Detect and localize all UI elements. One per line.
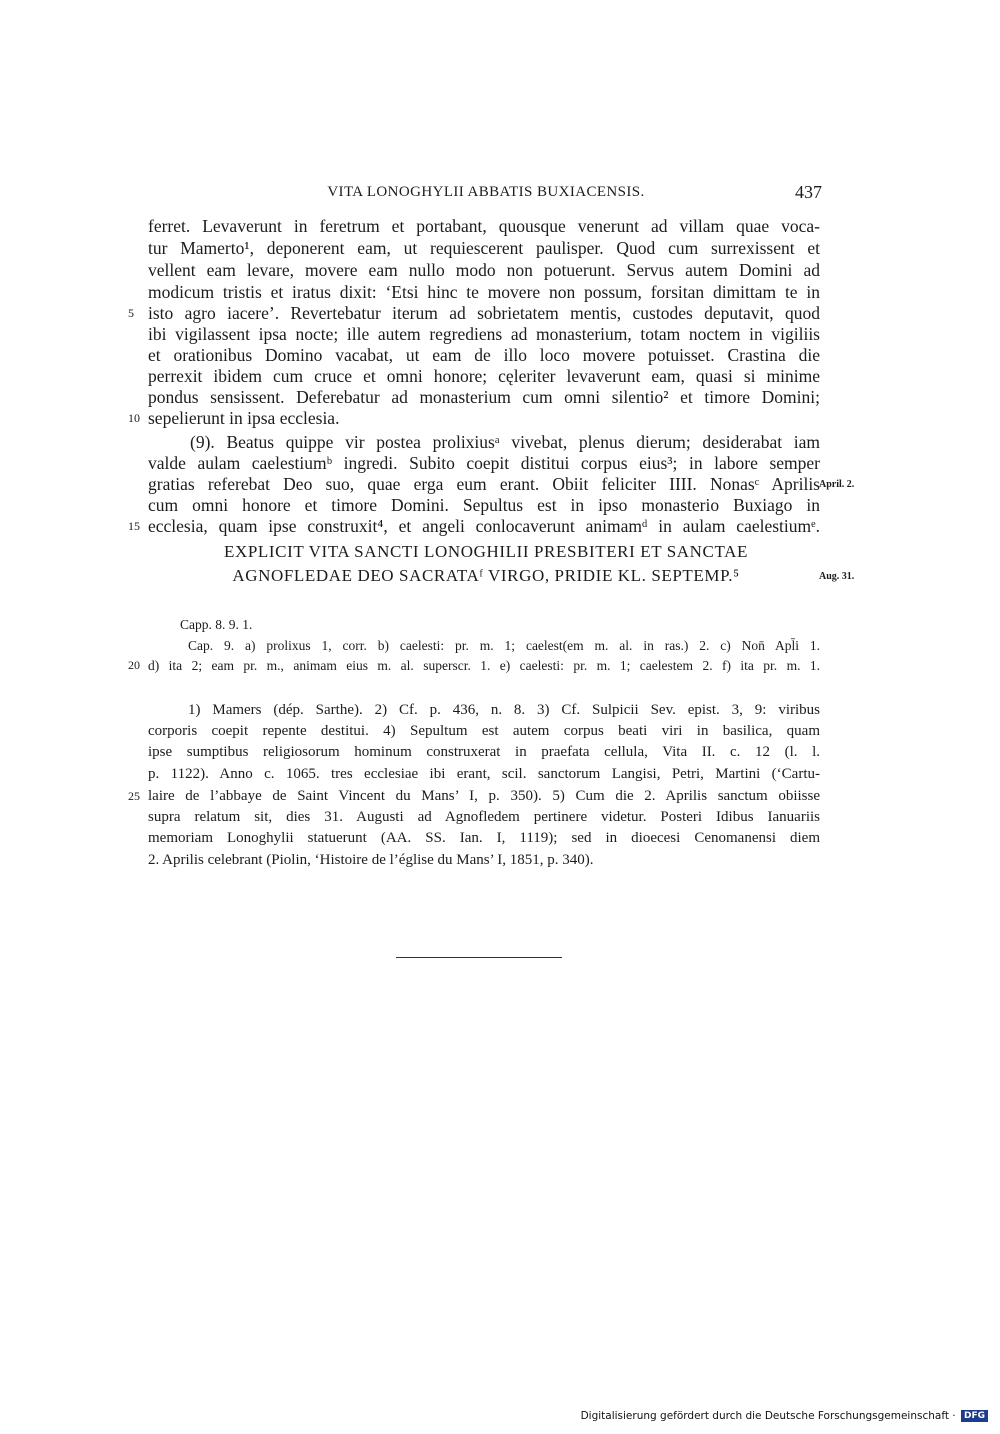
digitization-footer — [581, 1410, 988, 1422]
text-line: tur Mamerto¹, deponerent eam, ut requiescerent paulisper. Quod cum surrexissent et — [148, 238, 820, 258]
text-line: cum omni honore et timore Domini. Sepultus est in ipso monasterio Buxiago in — [148, 495, 820, 515]
footnote-line: 2. Aprilis celebrant (Piolin, ‘Histoire de l’église du Mans’ I, 1851, p. 340). — [148, 852, 594, 868]
text-line: gratias referebat Deo suo, quae erga eum erant. Obiit feliciter IIII. Nonasᶜ Aprilis — [148, 474, 820, 494]
footnote-line: ipse sumptibus religiosorum hominum construxerat in praefata cellula, Vita II. c. 12 (l. l. — [148, 744, 820, 760]
text-line: valde aulam caelestiumᵇ ingredi. Subito coepit distitui corpus eius³; in labore semper — [148, 453, 820, 473]
text-line: isto agro iacere’. Revertebatur iterum ad sobrietatem mentis, custodes deputavit, quod — [148, 303, 820, 323]
line-number: 10 — [128, 411, 140, 425]
line-number: 15 — [128, 519, 140, 533]
text-line: et orationibus Domino vacabat, ut eam de illo loco movere potuisset. Crastina die — [148, 345, 820, 365]
line-number: 5 — [128, 306, 134, 320]
text-line: perrexit ibidem cum cruce et omni honore; cęleriter levaverunt eam, quasi si minime — [148, 366, 820, 386]
page-header — [150, 182, 822, 206]
line-number: 20 — [128, 658, 140, 672]
margin-date-note: Aug. 31. — [819, 571, 855, 582]
footnote-line: supra relatum sit, dies 31. Augusti ad Agnofledem pertinere videtur. Posteri Idibus Ianuariis — [148, 809, 820, 825]
variant-line: d) ita 2; eam pr. m., animam eius m. al. superscr. 1. e) caelesti: pr. m. 1; caelestem 2. f) ita pr. m. 1. — [148, 658, 820, 673]
footnote-line: p. 1122). Anno c. 1065. tres ecclesiae ibi erant, scil. sanctorum Langisi, Petri, Martini (‘Cartu- — [148, 766, 820, 782]
text-line: ferret. Levaverunt in feretrum et portabant, quousque venerunt ad villam quae voca- — [148, 216, 820, 236]
running-title: VITA LONOGHYLII ABBATIS BUXIACENSIS. — [327, 184, 645, 200]
page-number: 437 — [795, 182, 822, 202]
dfg-logo: DFG — [961, 1410, 988, 1422]
end-rule — [396, 957, 562, 958]
variant-line: Capp. 8. 9. 1. — [180, 617, 253, 632]
text-line: ecclesia, quam ipse construxit⁴, et angeli conlocaverunt animamᵈ in aulam caelestiumᵉ. — [148, 516, 820, 536]
text-line: (9). Beatus quippe vir postea prolixiusᵃ vivebat, plenus dierum; desiderabat iam — [190, 432, 820, 452]
footnote-line: laire de l’abbaye de Saint Vincent du Mans’ I, p. 350). 5) Cum die 2. Aprilis sanctum obiisse — [148, 788, 820, 804]
margin-date-note: April. 2. — [819, 479, 855, 490]
text-line: vellent eam levare, movere eam nullo modo non potuerunt. Servus autem Domini ad — [148, 260, 820, 280]
explicit-line: AGNOFLEDAE DEO SACRATAᶠ VIRGO, PRIDIE KL. SEPTEMP.⁵ — [232, 566, 740, 585]
text-line: sepelierunt in ipsa ecclesia. — [148, 408, 340, 428]
line-number: 25 — [128, 789, 140, 803]
footnote-line: 1) Mamers (dép. Sarthe). 2) Cf. p. 436, n. 8. 3) Cf. Sulpicii Sev. epist. 3, 9: viribus — [188, 702, 820, 718]
footnote-line: corporis coepit repente destitui. 4) Sepultum est autem corpus beati viri in basilica, quam — [148, 723, 820, 739]
text-line: pondus sensissent. Deferebatur ad monasterium cum omni silentio² et timore Domini; — [148, 387, 820, 407]
variant-line: Cap. 9. a) prolixus 1, corr. b) caelesti: pr. m. 1; caelest(em m. al. in ras.) 2. c) Non̄ Apl̄i 1. — [188, 638, 820, 653]
explicit-line: EXPLICIT VITA SANCTI LONOGHILII PRESBITERI ET SANCTAE — [224, 542, 748, 561]
footnote-line: memoriam Lonoghylii statuerunt (AA. SS. Ian. I, 1119); sed in dioecesi Cenomanensi diem — [148, 830, 820, 846]
footer-credit: Digitalisierung gefördert durch die Deutsche Forschungsgemeinschaft · — [580, 1410, 956, 1422]
text-line: modicum tristis et iratus dixit: ‘Etsi hinc te movere non possum, forsitan dimittam te in — [148, 282, 820, 302]
text-line: ibi vigilassent ipsa nocte; ille autem regrediens ad monasterium, totam noctem in vigiliis — [148, 324, 820, 344]
